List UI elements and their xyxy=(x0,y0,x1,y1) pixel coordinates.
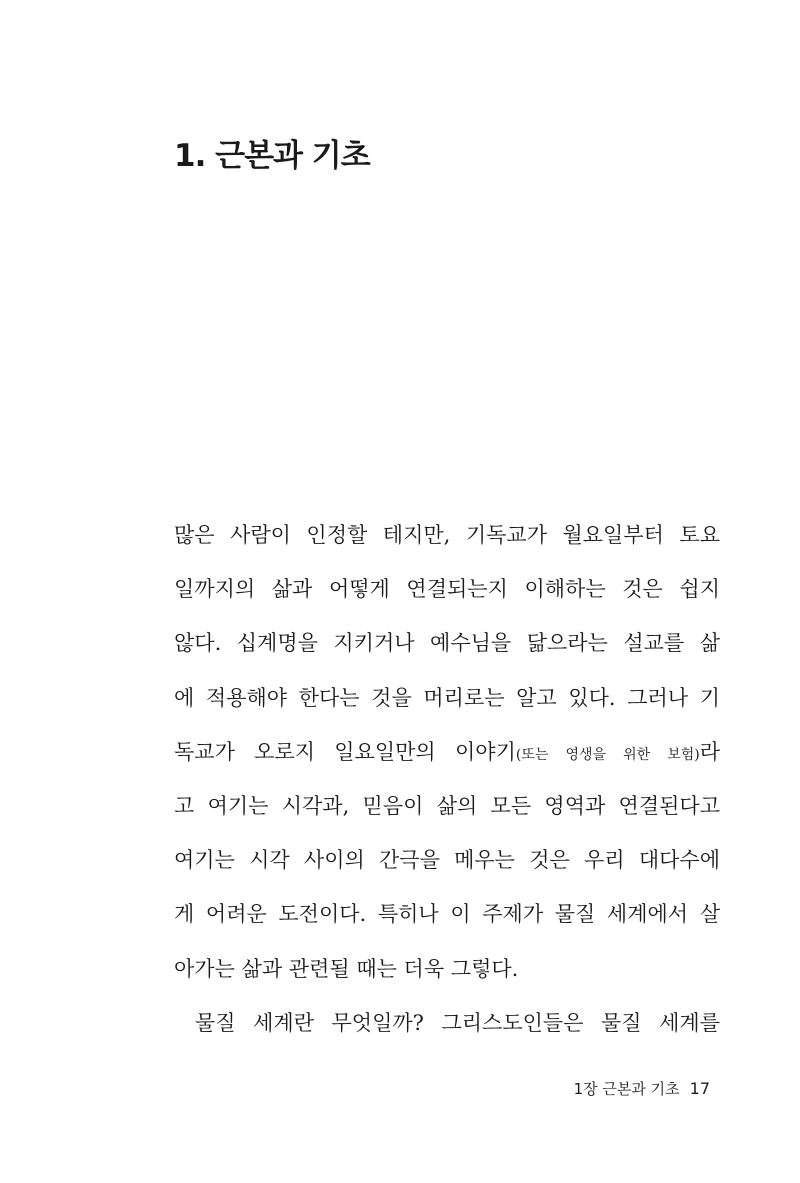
text-line xyxy=(174,725,720,779)
text-line: 여기는 시각 사이의 간극을 메우는 것은 우리 대다수에 xyxy=(174,848,720,873)
page-footer xyxy=(574,1078,710,1100)
text-line: 많은 사람이 인정할 테지만, 기독교가 월요일부터 토요 xyxy=(174,523,720,547)
parenthetical-note: (또는 영생을 위한 보험) xyxy=(515,746,700,763)
running-chapter-label: 1장 근본과 기초 xyxy=(573,1080,680,1098)
text-line: 아가는 삶과 관련될 때는 더욱 그렇다. xyxy=(174,956,519,981)
paragraph-first-line: 물질 세계란 무엇일까? 그리스도인들은 물질 세계를 xyxy=(195,1010,720,1035)
text-line: 않다. 십계명을 지키거나 예수님을 닮으라는 설교를 삶 xyxy=(174,631,720,656)
text-segment: 라 xyxy=(699,739,720,764)
chapter-title: 1. 근본과 기초 xyxy=(174,138,370,174)
text-line: 에 적용해야 한다는 것을 머리로는 알고 있다. 그러나 기 xyxy=(174,685,720,710)
text-line: 고 여기는 시각과, 믿음이 삶의 모든 영역과 연결된다고 xyxy=(174,793,720,818)
text-line: 일까지의 삶과 어떻게 연결되는지 이해하는 것은 쉽지 xyxy=(174,577,720,602)
body-text xyxy=(174,508,720,1050)
text-segment: 독교가 오로지 일요일만의 이야기 xyxy=(174,739,516,764)
text-line: 게 어려운 도전이다. 특히나 이 주제가 물질 세계에서 살 xyxy=(174,902,720,927)
page-number: 17 xyxy=(689,1079,710,1098)
